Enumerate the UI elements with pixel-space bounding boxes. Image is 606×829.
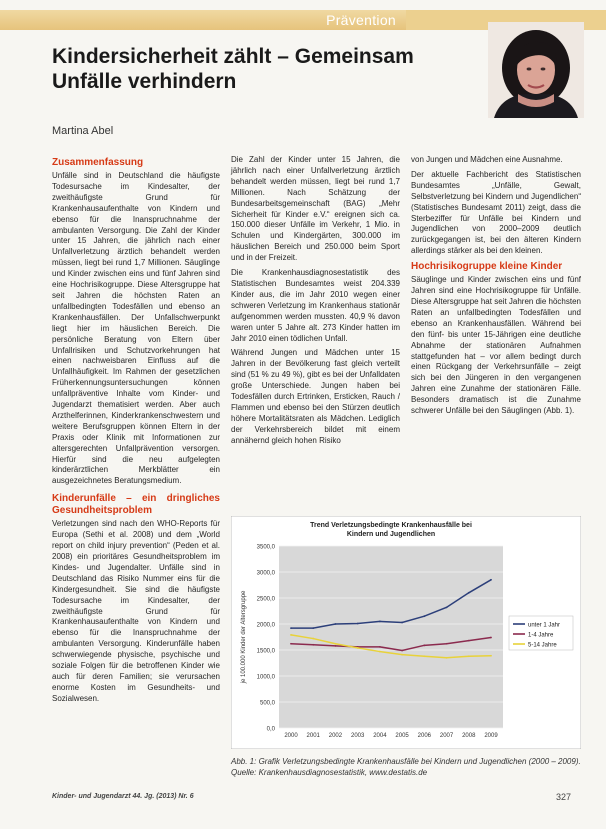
data-point bbox=[423, 655, 425, 657]
heading-summary: Zusammenfassung bbox=[52, 157, 144, 168]
column-1 bbox=[52, 155, 220, 709]
x-tick-label: 2009 bbox=[484, 733, 498, 739]
data-point bbox=[312, 638, 314, 640]
data-point bbox=[446, 606, 448, 608]
y-tick-label: 1000,0 bbox=[256, 674, 275, 681]
x-tick-label: 2001 bbox=[306, 733, 320, 739]
data-point bbox=[423, 644, 425, 646]
x-tick-label: 2000 bbox=[284, 733, 298, 739]
summary-text: Unfälle sind in Deutschland die häufigste Todesursache im Kindesalter, der zweithäufigste Grund für Krankenhausaufenthalte von Kindern und ebenso für die Inanspruchnahme der ambulanten Versorgung. Die Zahl der Kinder unter 15 Jahren, die jährlich nach einer Unfallverletzung ärztlich behandelt werden müssen, liegt bei rund 1,7 Millionen. Säuglinge und Kinder zwischen eins und fünf Jahren sind eine Hochrisikogruppe. Diese Altersgruppe hat seit Jahren die höchsten Raten an unfallbedingten Todesfällen und ebenso an Krankenhausfällen. Der Unfallschwerpunkt liegt hier im häuslichen Bereich. Die persönliche Beratung von Eltern über Unfallrisiken und Schutzvorkehrungen hat einen nachweisbaren Einfluss auf die Unfallhäufigkeit. Im Rahmen der gesetzlichen Früherkennungsuntersuchungen können unfallpräventive Inhalte vom Kinder- und Jugendarzt thematisiert werden. Aber auch Arzthelferinnen, Kinderkrankenschwestern und weitere Berufsgruppen können Eltern in der Praxis oder Klinik mit Informationen zur altersgerechten Unfallprävention versorgen. Hierfür sind die neu aufgelegten kinderärztlichen Merkblätter ein ausgezeichnetes Beratungsmedium. bbox=[52, 171, 220, 486]
legend-label: 5-14 Jahre bbox=[528, 642, 557, 649]
data-point bbox=[312, 644, 314, 646]
data-point bbox=[335, 645, 337, 647]
journal-citation: Kinder- und Jugendarzt 44. Jg. (2013) Nr. 6 bbox=[52, 793, 194, 800]
data-point bbox=[490, 637, 492, 639]
data-point bbox=[423, 615, 425, 617]
data-point bbox=[468, 655, 470, 657]
plot-area bbox=[279, 546, 503, 728]
data-point bbox=[312, 627, 314, 629]
y-tick-label: 2500,0 bbox=[256, 596, 275, 603]
author-photo bbox=[488, 22, 584, 118]
section-label: Prävention bbox=[326, 12, 396, 28]
legend-label: 1-4 Jahre bbox=[528, 632, 554, 639]
data-point bbox=[468, 640, 470, 642]
x-tick-label: 2003 bbox=[350, 733, 365, 739]
data-point bbox=[401, 654, 403, 656]
data-point bbox=[290, 643, 292, 645]
chart-title-line1: Trend Verletzungsbedingte Krankenhausfälle bei bbox=[310, 522, 472, 529]
data-point bbox=[357, 647, 359, 649]
data-point bbox=[290, 627, 292, 629]
data-point bbox=[335, 623, 337, 625]
portrait-photo-icon bbox=[488, 22, 584, 118]
data-point bbox=[468, 592, 470, 594]
y-tick-label: 500,0 bbox=[259, 700, 275, 707]
col2-paragraph-3: Während Jungen und Mädchen unter 15 Jahren in der Bevölkerung fast gleich verteilt sind (51 % zu 49 %), gibt es bei der Unfalldaten große Unterschiede. Jungen haben bei Todesfällen durch Ertrinken, Ersticken, Rauch / Flammen und ebenso bei den Stürzen deutlich höhere Mortalitätsraten als Mädchen. Lediglich der Verkehrsbereich bildet mit einem annähernd gleich hohen Risiko bbox=[231, 348, 400, 445]
col2-paragraph-1: Die Zahl der Kinder unter 15 Jahren, die jährlich nach einer Unfallverletzung ärztlich behandelt werden müssen, liegt bei rund 1,7 Millionen. Nach Schätzung der Bundesarbeitsgemeinschaft (BAG) „Mehr Sicherheit für Kinder e.V.“ ereignen sich ca. 150.000 dieser Unfälle im Verkehr, 1 Mio. in Schulen und Kindergärten, 300.000 im häuslichen Bereich und 250.000 beim Sport und in der Freizeit. bbox=[231, 155, 400, 263]
col2-paragraph-2: Die Krankenhausdiagnosestatistik des Statistischen Bundesamtes weist 204.339 Kinder aus, die im Jahr 2010 wegen einer schweren Verletzung im Krankenhaus stationär aufgenommen werden mussten. 40,9 % davon waren unter 5 Jahre alt. 273 Kinder hatten im Jahr 2010 einen tödlichen Unfall. bbox=[231, 268, 400, 343]
article-title bbox=[52, 44, 472, 94]
line-chart bbox=[231, 516, 581, 749]
article-title-line1: Kindersicherheit zählt – Gemeinsam bbox=[52, 45, 414, 68]
data-point bbox=[335, 643, 337, 645]
article-title-line2: Unfälle verhindern bbox=[52, 70, 237, 93]
x-tick-label: 2005 bbox=[395, 733, 409, 739]
child-accidents-text: Verletzungen sind nach den WHO-Reports für Europa (Sethi et al. 2008) und dem „World report on child injury prevention“ (Peden et al. 2008) ein prioritäres Gesundheitsproblem im Kindes- und Jugendalter. Unfälle sind in Deutschland das Risiko Nummer eins für die Kindergesundheit. Sie sind die häufigste Todesursache im Kindesalter, der zweithäufigste Grund für Krankenhausaufenthalte von Kindern und ebenso für die Inanspruchnahme der ambulanten Versorgung. Kinderunfälle haben schwerwiegende physische, psychische und soziale Folgen für die betroffenen Kinder wie auch für deren Familien; sie verursachen enorme Kosten im Gesundheits- und Sozialwesen. bbox=[52, 519, 220, 703]
y-axis-label: je 100.000 Kinder der Altersgruppe bbox=[241, 590, 247, 684]
data-point bbox=[446, 657, 448, 659]
page-number: 327 bbox=[556, 792, 572, 802]
heading-child-accidents: Kinderunfälle – ein dringliches Gesundheitsproblem bbox=[52, 493, 220, 517]
data-point bbox=[379, 651, 381, 653]
col3-paragraph-1: von Jungen und Mädchen eine Ausnahme. bbox=[411, 155, 563, 164]
journal-footer bbox=[52, 793, 194, 800]
data-point bbox=[446, 643, 448, 645]
col3-paragraph-2: Der aktuelle Fachbericht des Statistischen Bundesamtes „Unfälle, Gewalt, Selbstverletzung bei Kindern und Jugendlichen“ (Statistisches Bundesamt 2011) zeigt, dass die Sterbeziffer für Unfälle bei Kindern und Jugendlichen von 2000–2009 deutlich zurückgegangen ist, bei den älteren Kindern allerdings stärker als bei den kleinen. bbox=[411, 169, 581, 256]
figure-chart bbox=[231, 516, 581, 749]
y-tick-label: 3000,0 bbox=[256, 570, 275, 577]
y-tick-label: 1500,0 bbox=[256, 648, 275, 655]
x-tick-label: 2007 bbox=[439, 733, 454, 739]
x-tick-label: 2006 bbox=[417, 733, 432, 739]
col3-paragraph-3: Säuglinge und Kinder zwischen eins und fünf Jahren sind eine Hochrisikogruppe für Unfälle. Diese Altersgruppe hat seit Jahren die höchsten Raten an unfallbedingten Todesfällen und ebenso an Krankenhausfällen. Während bei den fünf- bis unter 15-Jährigen eine deutliche Abnahme der stationären Aufnahmen stattgefunden hat – vor allem bedingt durch einen Rückgang der Verkehrsunfälle – zeigt sich bei den Jüngeren in den vergangenen Jahren eine Zunahme der stationären Fälle. Besonders dramatisch ist die Zunahme schwerer Unfälle bei den Säuglingen (Abb. 1). bbox=[411, 275, 581, 416]
data-point bbox=[490, 655, 492, 657]
column-2 bbox=[231, 155, 400, 451]
figure-caption: Abb. 1: Grafik Verletzungsbedingte Krankenhausfälle bei Kindern und Jugendlichen (2000 – 2009). Quelle: Krankenhausdiagnosestatistik, www.destatis.de bbox=[231, 757, 581, 777]
column-3 bbox=[411, 155, 581, 421]
data-point bbox=[379, 646, 381, 648]
data-point bbox=[290, 634, 292, 636]
data-point bbox=[401, 622, 403, 624]
x-tick-label: 2004 bbox=[373, 733, 387, 739]
data-point bbox=[357, 623, 359, 625]
author-name: Martina Abel bbox=[52, 125, 114, 137]
y-tick-label: 3500,0 bbox=[256, 544, 275, 551]
chart-title-line2: Kindern und Jugendlichen bbox=[346, 531, 436, 538]
data-point bbox=[401, 650, 403, 652]
x-tick-label: 2008 bbox=[462, 733, 476, 739]
legend-label: unter 1 Jahr bbox=[528, 622, 561, 629]
data-point bbox=[379, 621, 381, 623]
data-point bbox=[490, 579, 492, 581]
heading-high-risk-group: Hochrisikogruppe kleine Kinder bbox=[411, 261, 563, 273]
x-tick-label: 2002 bbox=[328, 733, 343, 739]
y-tick-label: 2000,0 bbox=[256, 622, 275, 629]
y-tick-label: 0,0 bbox=[266, 726, 275, 733]
